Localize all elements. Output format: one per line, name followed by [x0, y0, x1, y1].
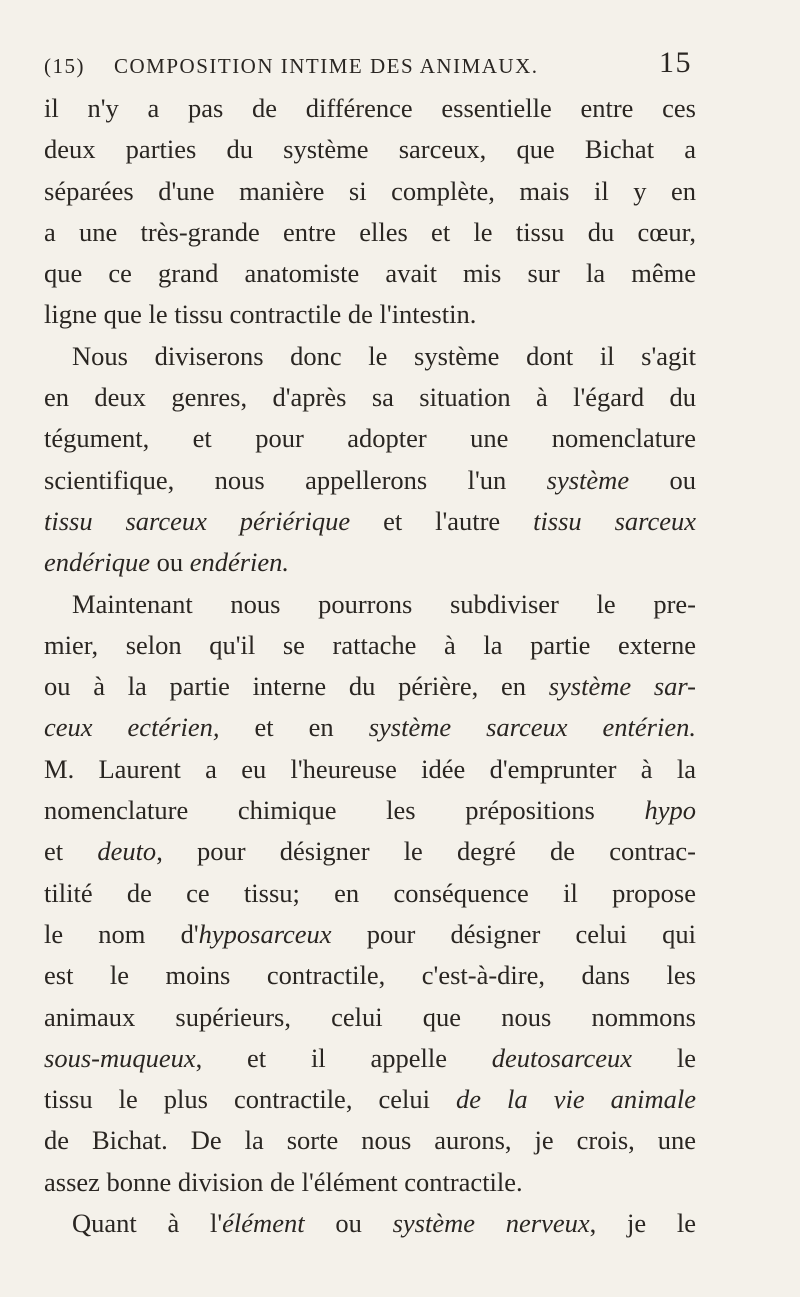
- text-run: et l'autre: [350, 505, 534, 536]
- text-run: scientifique, nous appellerons l'un: [44, 464, 547, 495]
- text-run: tilité de ce tissu; en conséquence il propose: [44, 877, 696, 908]
- text-line: [44, 790, 696, 831]
- text-run: ou: [629, 464, 696, 495]
- text-run: nomenclature chimique les prépositions: [44, 795, 645, 826]
- text-run: le: [632, 1042, 696, 1073]
- text-run: ou à la partie interne du périère, en: [44, 671, 549, 702]
- text-run: séparées d'une manière si complète, mais il y en: [44, 175, 696, 206]
- text-run: a une très-grande entre elles et le tissu du cœur,: [44, 216, 696, 247]
- text-run: Maintenant nous pourrons subdiviser le pre-: [72, 588, 696, 619]
- text-run: est le moins contractile, c'est-à-dire, dans les: [44, 960, 696, 991]
- text-line: [44, 1079, 696, 1120]
- text-line: [44, 749, 696, 790]
- italic-term: tissu sarceux périérique: [44, 505, 351, 536]
- text-run: Nous diviserons donc le système dont il s'agit: [72, 340, 696, 371]
- text-line: [44, 1162, 696, 1203]
- italic-term: hyposarceux: [198, 918, 332, 949]
- italic-term: système sarceux entérien.: [368, 712, 696, 743]
- folio-left: (15): [44, 54, 85, 78]
- text-line: [44, 542, 696, 583]
- text-run: animaux supérieurs, celui que nous nommons: [44, 1001, 696, 1032]
- text-line: [44, 831, 696, 872]
- text-line: [44, 418, 696, 459]
- text-run: il n'y a pas de différence essentielle entre ces: [44, 93, 696, 123]
- text-run: et: [44, 836, 98, 867]
- text-run: pour désigner celui qui: [331, 918, 696, 949]
- text-line: [44, 88, 696, 129]
- text-run: M. Laurent a eu l'heureuse idée d'emprunter à la: [44, 753, 696, 784]
- page-number: 15: [659, 46, 692, 79]
- text-line: [44, 460, 696, 501]
- italic-term: endérien.: [189, 547, 290, 578]
- text-run: assez bonne division de l'élément contractile.: [44, 1166, 523, 1197]
- text-run: le nom d': [44, 918, 199, 949]
- italic-term: ceux ectérien,: [44, 712, 220, 743]
- text-line: [44, 625, 696, 666]
- text-line: [44, 1120, 696, 1161]
- italic-term: endérique: [44, 547, 150, 578]
- italic-term: deuto: [97, 836, 157, 867]
- text-run: ou: [304, 1208, 393, 1239]
- text-run: que ce grand anatomiste avait mis sur la même: [44, 258, 696, 289]
- text-run: ou: [149, 547, 190, 578]
- text-line: [44, 955, 696, 996]
- text-line: [44, 873, 696, 914]
- text-run: , je le: [589, 1208, 697, 1239]
- italic-term: deutosarceux: [491, 1042, 633, 1073]
- text-run: ligne que le tissu contractile de l'intestin.: [44, 299, 477, 330]
- running-title: COMPOSITION INTIME DES ANIMAUX.: [114, 54, 539, 78]
- italic-term: système: [546, 464, 630, 495]
- text-line: [44, 1203, 696, 1244]
- italic-term: système sar-: [548, 671, 696, 702]
- text-run: , pour désigner le degré de contrac-: [156, 836, 697, 867]
- text-line: [44, 1038, 696, 1079]
- text-run: , et il appelle: [195, 1042, 492, 1073]
- italic-term: élément: [222, 1208, 305, 1239]
- text-run: en deux genres, d'après sa situation à l'égard du: [44, 382, 696, 413]
- italic-term: sous-muqueux: [44, 1042, 196, 1073]
- text-line: [44, 914, 696, 955]
- text-line: [44, 666, 696, 707]
- text-line: [44, 171, 696, 212]
- text-line: [44, 997, 696, 1038]
- italic-term: système nerveux: [392, 1208, 590, 1239]
- italic-term: de la vie animale: [456, 1084, 696, 1115]
- text-line: [44, 294, 696, 335]
- body-text: [44, 88, 696, 1244]
- text-line: [44, 253, 696, 294]
- text-run: tégument, et pour adopter une nomenclature: [44, 423, 696, 454]
- text-run: de Bichat. De la sorte nous aurons, je crois, une: [44, 1125, 696, 1156]
- italic-term: hypo: [644, 795, 696, 826]
- text-line: [44, 584, 696, 625]
- text-line: [44, 336, 696, 377]
- text-run: deux parties du système sarceux, que Bichat a: [44, 134, 696, 165]
- text-run: mier, selon qu'il se rattache à la partie externe: [44, 629, 696, 660]
- text-line: [44, 129, 696, 170]
- text-run: et en: [219, 712, 369, 743]
- text-line: [44, 707, 696, 748]
- text-run: tissu le plus contractile, celui: [44, 1084, 457, 1115]
- text-run: Quant à l': [72, 1208, 223, 1239]
- text-line: [44, 377, 696, 418]
- text-line: [44, 212, 696, 253]
- italic-term: tissu sarceux: [533, 505, 696, 536]
- text-line: [44, 501, 696, 542]
